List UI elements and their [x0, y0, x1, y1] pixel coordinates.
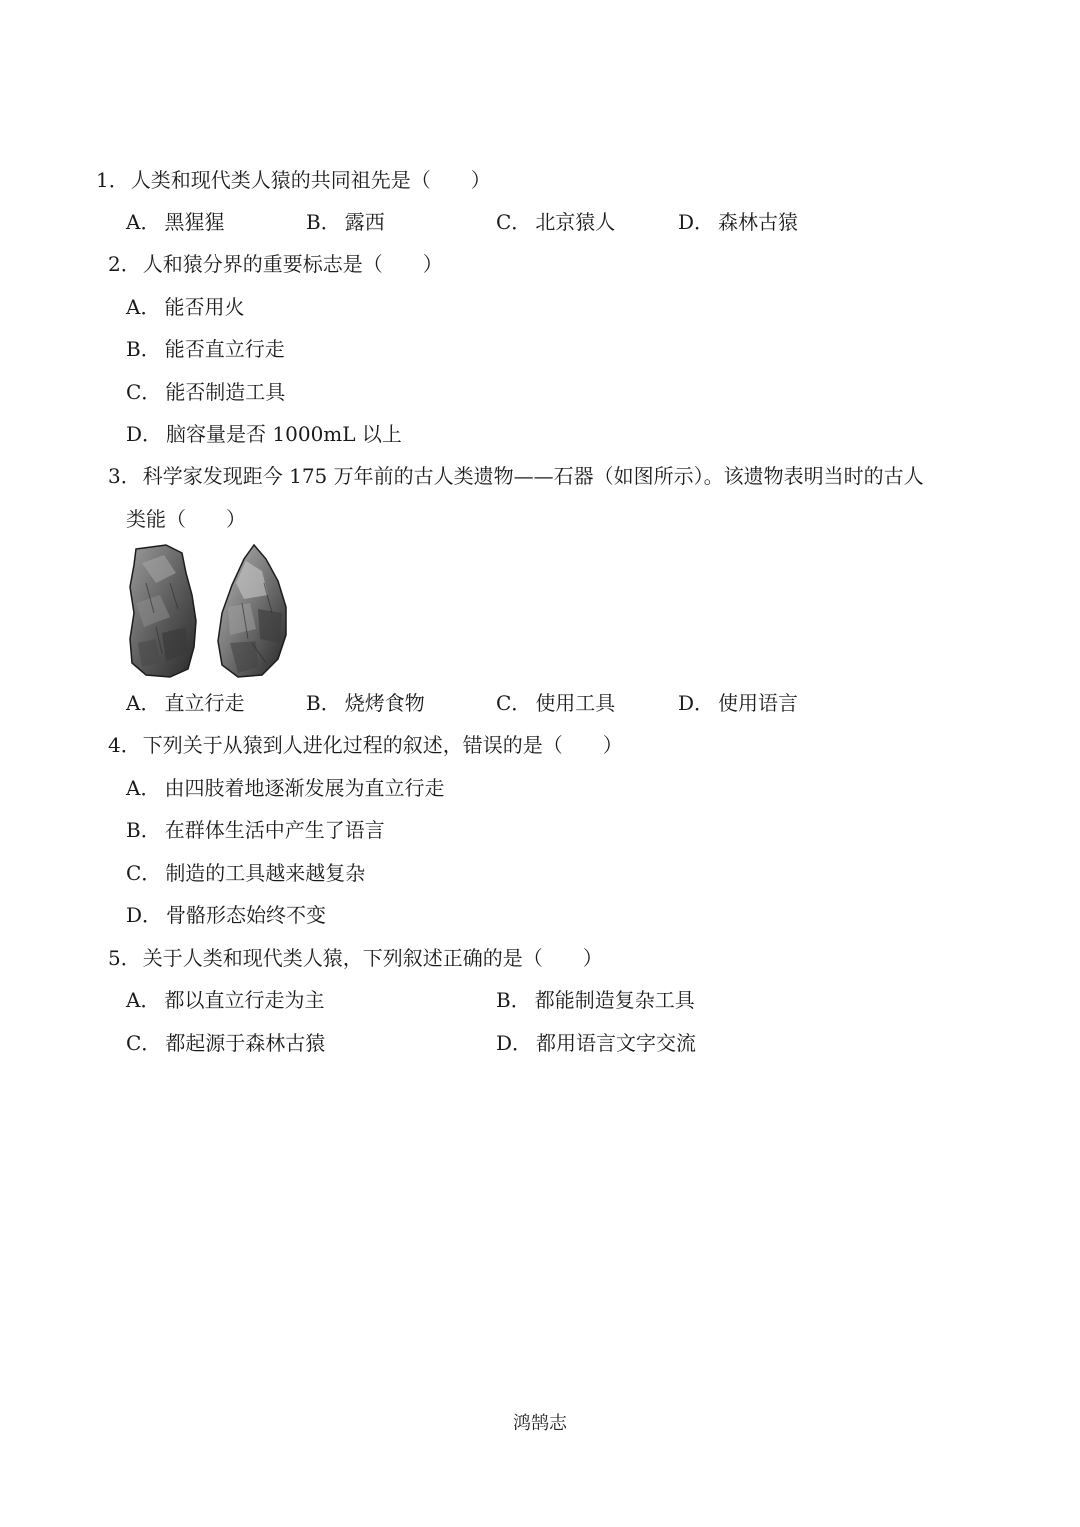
option-text: 都起源于森林古猿: [165, 1031, 326, 1055]
question-number: 5．: [108, 946, 141, 970]
option-label: A．: [126, 776, 161, 800]
option-text: 直立行走: [164, 691, 245, 715]
q4-option-d: [126, 901, 326, 929]
option-label: D．: [126, 903, 163, 927]
option-label: C．: [126, 861, 162, 885]
option-text: 能否用火: [164, 295, 245, 319]
question-5-stem: [108, 944, 603, 972]
q2-option-b: [126, 335, 285, 363]
q2-option-d: [126, 420, 402, 448]
option-label: B．: [126, 818, 161, 842]
option-label: B．: [306, 210, 341, 234]
q3-option-a: [126, 689, 244, 717]
option-label: C．: [496, 691, 532, 715]
q1-option-c: [496, 208, 615, 236]
option-text: 露西: [344, 210, 385, 234]
option-text: 使用语言: [718, 691, 799, 715]
question-number: 2．: [108, 252, 141, 276]
question-1-stem: [96, 166, 491, 194]
option-text: 森林古猿: [718, 210, 799, 234]
option-label: A．: [126, 210, 161, 234]
option-label: B．: [126, 337, 161, 361]
stone-tool-right: [218, 545, 286, 677]
q1-option-a: [126, 208, 224, 236]
option-label: C．: [126, 1031, 162, 1055]
option-label: D．: [678, 691, 715, 715]
q1-option-b: [306, 208, 385, 236]
q2-option-a: [126, 293, 244, 321]
option-text: 在群体生活中产生了语言: [164, 818, 385, 842]
option-text: 脑容量是否 1000mL 以上: [166, 422, 402, 446]
option-label: B．: [306, 691, 341, 715]
option-text: 使用工具: [535, 691, 616, 715]
question-number: 4．: [108, 733, 141, 757]
page-footer: 鸿鹄志: [513, 1413, 567, 1434]
option-text: 都能制造复杂工具: [534, 988, 695, 1012]
question-3-stem-continued: [126, 505, 246, 533]
question-4-stem: [108, 731, 623, 759]
option-text: 黑猩猩: [164, 210, 225, 234]
q4-option-a: [126, 774, 444, 802]
question-text: 人类和现代类人猿的共同祖先是（ ）: [130, 168, 491, 192]
option-text: 北京猿人: [535, 210, 616, 234]
q1-option-d: [678, 208, 798, 236]
option-text: 烧烤食物: [344, 691, 425, 715]
option-label: C．: [126, 380, 162, 404]
stone-tools-figure: [126, 543, 296, 679]
option-text: 由四肢着地逐渐发展为直立行走: [164, 776, 445, 800]
question-number: 1．: [96, 168, 129, 192]
option-text: 制造的工具越来越复杂: [165, 861, 366, 885]
option-text: 都用语言文字交流: [536, 1031, 697, 1055]
option-label: A．: [126, 295, 161, 319]
q5-option-d: [496, 1029, 696, 1057]
option-label: D．: [126, 422, 163, 446]
option-text: 骨骼形态始终不变: [166, 903, 327, 927]
q3-option-b: [306, 689, 425, 717]
question-text: 人和猿分界的重要标志是（ ）: [142, 252, 443, 276]
option-label: C．: [496, 210, 532, 234]
question-text: 下列关于从猿到人进化过程的叙述，错误的是（ ）: [142, 733, 623, 757]
q4-option-b: [126, 816, 385, 844]
q5-option-a: [126, 986, 324, 1014]
question-2-stem: [108, 250, 443, 278]
question-text: 科学家发现距今 175 万年前的古人类遗物——石器（如图所示）。该遗物表明当时的古人: [142, 464, 924, 488]
option-label: D．: [678, 210, 715, 234]
stone-tool-left: [130, 545, 196, 677]
option-text: 能否制造工具: [165, 380, 286, 404]
option-label: A．: [126, 691, 161, 715]
q3-option-d: [678, 689, 798, 717]
option-text: 都以直立行走为主: [164, 988, 325, 1012]
question-text: 类能（ ）: [126, 507, 246, 531]
question-number: 3．: [108, 464, 141, 488]
option-label: B．: [496, 988, 531, 1012]
q2-option-c: [126, 378, 285, 406]
q5-option-b: [496, 986, 695, 1014]
q4-option-c: [126, 859, 365, 887]
q3-option-c: [496, 689, 615, 717]
question-text: 关于人类和现代类人猿，下列叙述正确的是（ ）: [142, 946, 603, 970]
option-label: D．: [496, 1031, 533, 1055]
option-label: A．: [126, 988, 161, 1012]
question-3-stem: [108, 462, 924, 490]
option-text: 能否直立行走: [164, 337, 285, 361]
q5-option-c: [126, 1029, 325, 1057]
